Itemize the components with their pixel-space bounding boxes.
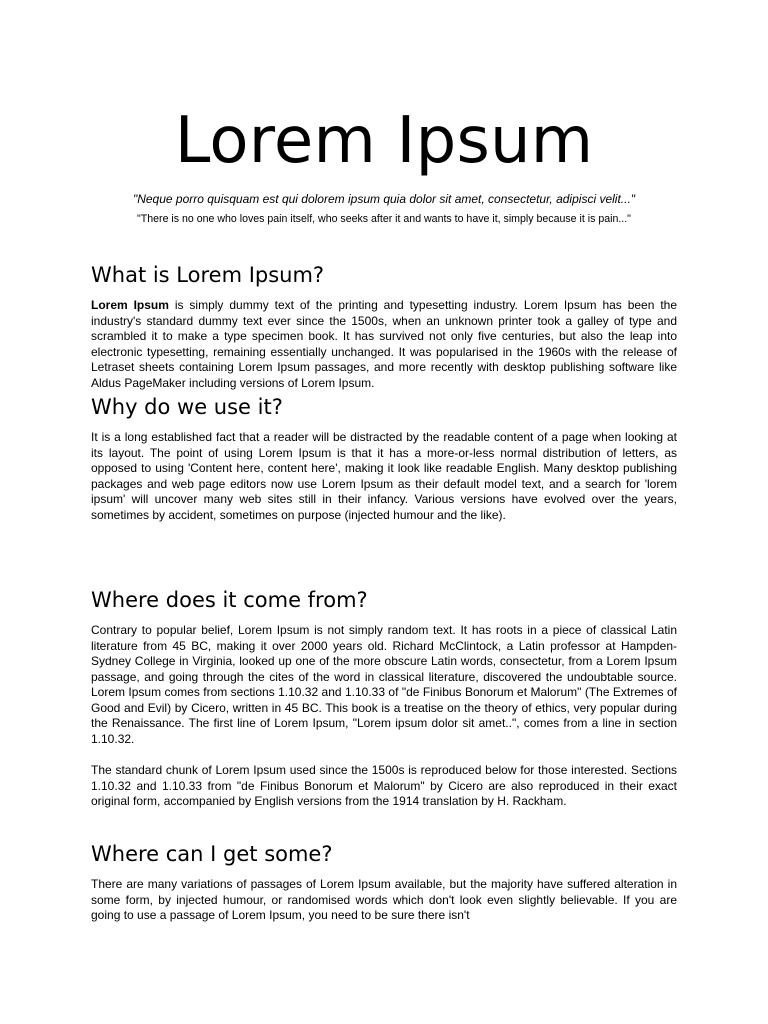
section-heading-where-get: Where can I get some?: [91, 842, 333, 866]
lead-bold-text: Lorem Ipsum: [91, 298, 169, 312]
section-heading-why: Why do we use it?: [91, 395, 283, 419]
section-heading-what-is: What is Lorem Ipsum?: [91, 263, 325, 287]
latin-quote: "Neque porro quisquam est qui dolorem ipsum quia dolor sit amet, consectetur, adipisci velit...": [132, 192, 636, 206]
section-paragraph-why: It is a long established fact that a reader will be distracted by the readable content of a page when looking at its layout. The point of using Lorem Ipsum is that it has a more-or-less normal distribution of letters, as opposed to using 'Content here, content here', making it look like readable English. Many desktop publishing packages and web page editors now use Lorem Ipsum as their default model text, and a search for 'lorem ipsum' will uncover many web sites still in their infancy. Various versions have evolved over the years, sometimes by accident, sometimes on purpose (injected humour and the like).: [91, 430, 677, 522]
page-title: Lorem Ipsum: [174, 104, 594, 178]
section-paragraph-where-from: Contrary to popular belief, Lorem Ipsum is not simply random text. It has roots in a piece of classical Latin literature from 45 BC, making it over 2000 years old. Richard McClintock, a Latin professor at Hampden-Sydney College in Virginia, looked up one of the more obscure Latin words, consectetur, from a Lorem Ipsum passage, and going through the cites of the word in classical literature, discovered the undoubtable source. Lorem Ipsum comes from sections 1.10.32 and 1.10.33 of "de Finibus Bonorum et Malorum" (The Extremes of Good and Evil) by Cicero, written in 45 BC. This book is a treatise on the theory of ethics, very popular during the Renaissance. The first line of Lorem Ipsum, "Lorem ipsum dolor sit amet..", comes from a line in section 1.10.32.: [91, 623, 677, 746]
section-paragraph-where-get: There are many variations of passages of Lorem Ipsum available, but the majority have suffered alteration in some form, by injected humour, or randomised words which don't look even slightly believable. If you are going to use a passage of Lorem Ipsum, you need to be sure there isn't: [91, 877, 677, 922]
paragraph-text: is simply dummy text of the printing and typesetting industry. Lorem Ipsum has been the industry's standard dummy text ever since the 1500s, when an unknown printer took a galley of type and scrambled it to make a type specimen book. It has survived not only five centuries, but also the leap into electronic typesetting, remaining essentially unchanged. It was popularised in the 1960s with the release of Letraset sheets containing Lorem Ipsum passages, and more recently with desktop publishing software like Aldus PageMaker including versions of Lorem Ipsum.: [91, 298, 677, 390]
section-paragraph-where-from-2: The standard chunk of Lorem Ipsum used since the 1500s is reproduced below for those interested. Sections 1.10.32 and 1.10.33 from "de Finibus Bonorum et Malorum" by Cicero are also reproduced in their exact original form, accompanied by English versions from the 1914 translation by H. Rackham.: [91, 763, 677, 808]
section-heading-where-from: Where does it come from?: [91, 588, 368, 612]
english-quote: "There is no one who loves pain itself, who seeks after it and wants to have it, simply because it is pain...": [137, 213, 631, 225]
section-paragraph-what-is: [91, 298, 677, 391]
